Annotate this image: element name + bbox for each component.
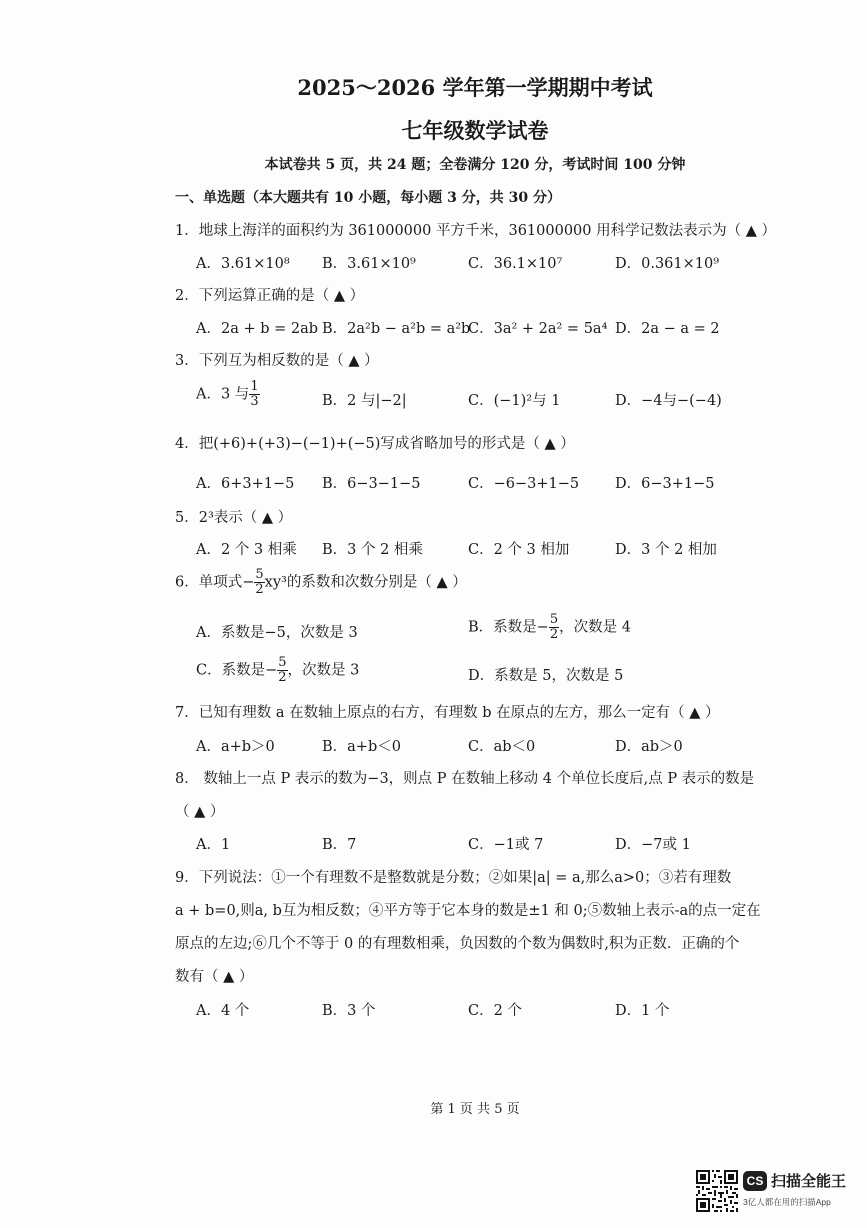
question-3-option-c: C．(−1)²与 1 [468,393,561,409]
question-6-option-d: D．系数是 5，次数是 5 [468,668,624,684]
denominator: 2 [549,627,559,642]
question-8-option-d: D．−7或 1 [615,837,691,853]
numerator: 5 [278,655,287,670]
numerator: 5 [255,567,264,582]
question-3-option-a-text: A．3 与 [196,386,250,403]
question-4-option-d: D．6−3+1−5 [615,476,715,492]
question-5-option-a: A．2 个 3 相乘 [196,542,297,558]
question-5-option-d: D．3 个 2 相加 [615,542,717,558]
question-4-option-a: A．6+3+1−5 [196,476,295,492]
denominator: 2 [278,670,287,685]
question-1-option-b: B．3.61×10⁹ [322,256,416,272]
question-9-option-a: A．4 个 [196,1003,250,1019]
exam-info: 本试卷共 5 页，共 24 题；全卷满分 120 分，考试时间 100 分钟 [264,157,686,173]
question-1-option-d: D．0.361×10⁹ [615,256,720,272]
question-5-option-c: C．2 个 3 相加 [468,542,570,558]
question-7-option-d: D．ab＞0 [615,739,683,755]
question-8-stem-line-1: 8． 数轴上一点 P 表示的数为−3，则点 P 在数轴上移动 4 个单位长度后,点 P 表示的数是 [175,771,755,787]
question-4-stem: 4．把(+6)+(+3)−(−1)+(−5)写成省略加号的形式是（ ▲ ） [175,436,575,452]
numerator: 5 [549,612,559,627]
question-1-stem: 1．地球上海洋的面积约为 361000000 平方千米，361000000 用科学记数法表示为（ ▲ ） [175,223,776,239]
question-1-option-a: A．3.61×10⁸ [196,256,290,272]
question-9-line-1: 9．下列说法：①一个有理数不是整数就是分数；②如果|a| = a,那么a>0；③若有理数 [175,870,732,886]
question-8-option-c: C．−1或 7 [468,837,544,853]
question-6-option-b-pre: B．系数是− [468,619,549,636]
question-6-option-b-post: ，次数是 4 [559,619,631,636]
question-6-option-a: A．系数是−5，次数是 3 [196,625,358,641]
question-6-stem-post: xy³的系数和次数分别是（ ▲ ） [264,574,467,591]
question-6-option-b [468,613,631,642]
denominator: 2 [255,582,264,597]
question-9-line-2: a + b=0,则a, b互为相反数；④平方等于它本身的数是±1 和 0;⑤数轴上表示-a的点一定在 [175,903,761,919]
fraction [549,613,559,642]
question-9-line-4: 数有（ ▲ ） [175,969,254,985]
numerator: 1 [250,379,259,394]
question-8-stem-line-2: （ ▲ ） [175,804,225,820]
section-title: 一、单选题（本大题共有 10 小题，每小题 3 分，共 30 分） [175,190,561,206]
question-9-line-3: 原点的左边;⑥几个不等于 0 的有理数相乘，负因数的个数为偶数时,积为正数．正确的个 [175,936,740,952]
exam-subtitle: 七年级数学试卷 [401,118,549,143]
question-6-option-c-pre: C．系数是− [196,662,278,679]
question-2-stem: 2．下列运算正确的是（ ▲ ） [175,288,365,304]
question-9-option-d: D．1 个 [615,1003,670,1019]
fraction [277,656,287,685]
camscanner-tagline: 3亿人都在用的扫描App [743,1197,831,1207]
question-7-option-a: A．a+b＞0 [196,739,275,755]
question-8-option-b: B．7 [322,837,357,853]
question-2-option-d: D．2a − a = 2 [615,321,720,337]
question-7-option-b: B．a+b＜0 [322,739,401,755]
question-2-option-b: B．2a²b − a²b = a²b [322,321,471,337]
qr-code-icon [696,1170,738,1212]
question-9-option-c: C．2 个 [468,1003,522,1019]
fraction [249,380,259,409]
question-3-option-b: B．2 与|−2| [322,393,407,409]
page-footer: 第 1 页 共 5 页 [430,1102,520,1117]
question-6-option-c [196,656,359,685]
question-6-stem [175,568,467,597]
camscanner-name: 扫描全能王 [771,1173,847,1190]
question-2-option-c: C．3a² + 2a² = 5a⁴ [468,321,608,337]
fraction [254,568,264,597]
question-9-option-b: B．3 个 [322,1003,376,1019]
question-3-option-d: D．−4与−(−4) [615,393,722,409]
question-5-stem: 5．2³表示（ ▲ ） [175,510,293,526]
question-7-stem: 7．已知有理数 a 在数轴上原点的右方，有理数 b 在原点的左方，那么一定有（ ▲ ） [175,705,720,721]
question-5-option-b: B．3 个 2 相乘 [322,542,423,558]
question-3-option-a [196,380,260,409]
question-3-stem: 3．下列互为相反数的是（ ▲ ） [175,353,379,369]
exam-title: 2025～2026 学年第一学期期中考试 [297,75,653,100]
question-7-option-c: C．ab＜0 [468,739,536,755]
question-1-option-c: C．36.1×10⁷ [468,256,563,272]
question-4-option-c: C．−6−3+1−5 [468,476,580,492]
question-8-option-a: A．1 [196,837,231,853]
denominator: 3 [250,394,259,409]
camscanner-logo-icon: CS [743,1171,767,1191]
question-2-option-a: A．2a + b = 2ab [196,321,319,337]
question-6-stem-pre: 6．单项式− [175,574,255,591]
question-6-option-c-post: ，次数是 3 [287,662,360,679]
question-4-option-b: B．6−3−1−5 [322,476,421,492]
